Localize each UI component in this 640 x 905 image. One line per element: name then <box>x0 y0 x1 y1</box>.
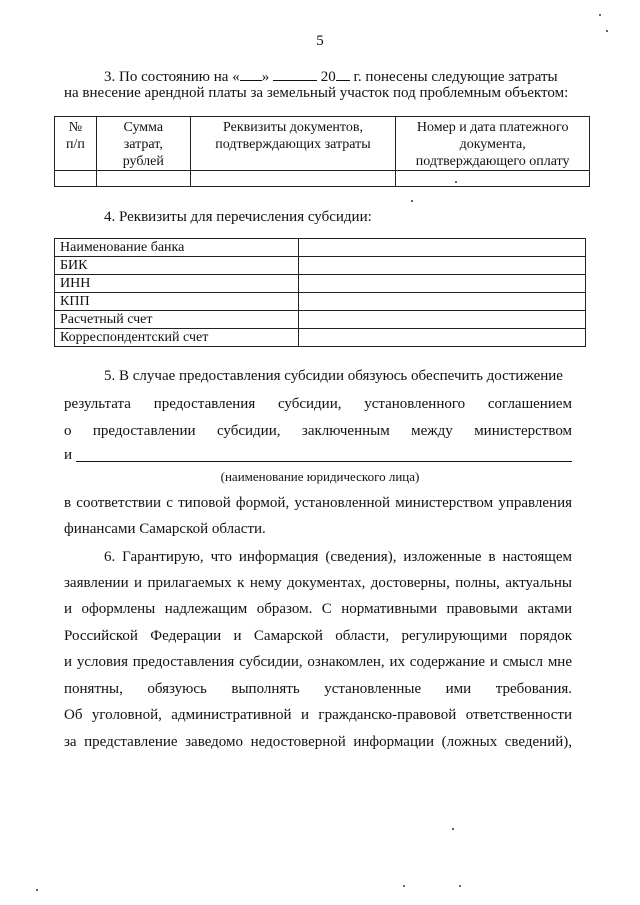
section5-after-line2: финансами Самарской области. <box>64 521 266 537</box>
bank-name-value[interactable] <box>298 239 585 257</box>
kpp-value[interactable] <box>298 293 585 311</box>
section4-title: 4. Реквизиты для перечисления субсидии: <box>104 209 372 225</box>
section5-line2: результата предоставления субсидии, установленного соглашением <box>64 396 572 412</box>
scan-speck <box>452 828 454 830</box>
page-number: 5 <box>316 33 324 49</box>
section6-line3: и оформлены надлежащим образом. С нормативными правовыми актами <box>64 601 572 617</box>
section6-line1: 6. Гарантирую, что информация (сведения), изложенные в настоящем <box>104 549 572 565</box>
section6-line8: за представление заведомо недостоверной информации (ложных сведений), <box>64 734 572 750</box>
scan-speck <box>411 200 413 202</box>
account-value[interactable] <box>298 311 585 329</box>
month-blank <box>273 66 317 81</box>
account-label: Расчетный счет <box>55 311 299 329</box>
table-row <box>55 293 586 311</box>
expenses-table <box>54 116 590 187</box>
section6-line2: заявлении и прилагаемых к нему документах, достоверны, полны, актуальны <box>64 575 572 591</box>
section6-line4: Российской Федерации и Самарской области, регулирующими порядок <box>64 628 572 644</box>
section3-text-a: 3. По состоянию на « <box>104 69 240 85</box>
section3-text-d: г. понесены следующие затраты <box>353 69 558 85</box>
legal-entity-name-line[interactable] <box>76 461 572 462</box>
section5-line1: 5. В случае предоставления субсидии обязуюсь обеспечить достижение <box>104 368 563 384</box>
corr-account-label: Корреспондентский счет <box>55 329 299 347</box>
section6-line6: понятны, обязуюсь выполнять установленные ими требования. <box>64 681 572 697</box>
section3-line1 <box>104 66 558 86</box>
section6-line7: Об уголовной, административной и гражданско-правовой ответственности <box>64 707 572 723</box>
table-row <box>55 311 586 329</box>
cell-amount[interactable] <box>96 171 190 187</box>
header-payment: Номер и дата платежного документа, подтверждающего оплату <box>396 117 590 171</box>
table-row <box>55 239 586 257</box>
kpp-label: КПП <box>55 293 299 311</box>
scan-speck <box>599 14 601 16</box>
inn-label: ИНН <box>55 275 299 293</box>
bik-label: БИК <box>55 257 299 275</box>
scan-speck <box>459 885 461 887</box>
table-row <box>55 329 586 347</box>
table-row <box>55 275 586 293</box>
section5-after-line1: в соответствии с типовой формой, установленной министерством управления <box>64 495 572 511</box>
header-documents: Реквизиты документов, подтверждающих затраты <box>190 117 396 171</box>
section5-line3: о предоставлении субсидии, заключенным между министерством <box>64 423 573 439</box>
section3-year: 20 <box>320 69 336 85</box>
section6-line5: и условия предоставления субсидии, ознакомлен, их содержание и смысл мне <box>64 654 572 670</box>
scan-speck <box>455 181 457 183</box>
scan-speck <box>403 885 405 887</box>
corr-account-value[interactable] <box>298 329 585 347</box>
header-number: № п/п <box>55 117 97 171</box>
cell-payment[interactable] <box>396 171 590 187</box>
table-row <box>55 257 586 275</box>
day-blank <box>240 66 262 81</box>
section3-text-b: » <box>261 69 270 85</box>
header-amount: Сумма затрат, рублей <box>96 117 190 171</box>
year-blank <box>336 66 350 81</box>
inn-value[interactable] <box>298 275 585 293</box>
section3-line2: на внесение арендной платы за земельный участок под проблемным объектом: <box>64 85 569 101</box>
scan-speck <box>36 889 38 891</box>
expenses-table-header <box>55 117 590 171</box>
section5-and: и <box>64 447 73 463</box>
bik-value[interactable] <box>298 257 585 275</box>
cell-number[interactable] <box>55 171 97 187</box>
legal-entity-caption: (наименование юридического лица) <box>220 469 420 484</box>
table-row <box>55 171 590 187</box>
cell-documents[interactable] <box>190 171 396 187</box>
scan-speck <box>606 30 608 32</box>
bank-name-label: Наименование банка <box>55 239 299 257</box>
bank-details-table <box>54 238 586 347</box>
